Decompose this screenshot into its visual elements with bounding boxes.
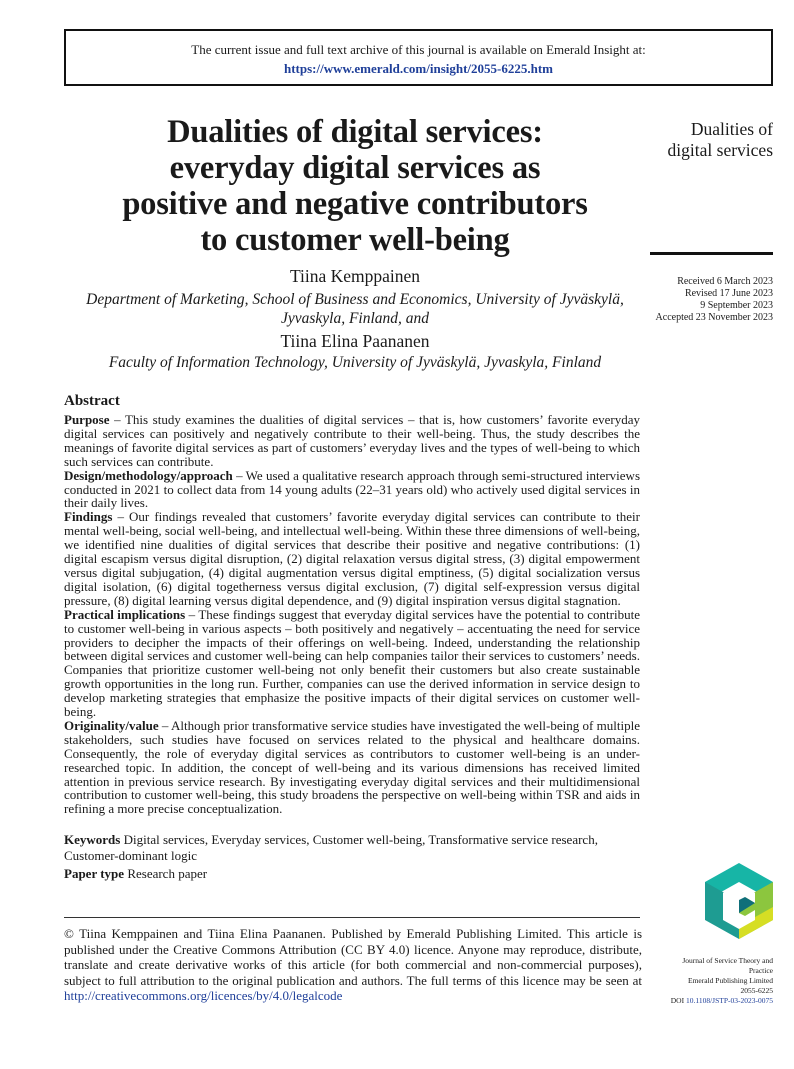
accepted-date: Accepted 23 November 2023 <box>655 312 773 323</box>
findings-label: Findings <box>64 509 113 525</box>
banner-text: The current issue and full text archive of this journal is available on Emerald Insight at: <box>191 42 646 57</box>
doi-label: DOI <box>670 996 686 1005</box>
author-1-affiliation-line-1: Department of Marketing, School of Business and Economics, University of Jyväskylä, <box>86 291 624 308</box>
running-head-rule <box>650 252 773 255</box>
author-1-affiliation-line-2: Jyvaskyla, Finland, and <box>280 310 430 327</box>
title-line-3: positive and negative contributors <box>122 186 588 222</box>
purpose-text: – This study examines the dualities of digital services – that is, how customers’ favorite everyday digital services can positively and negatively contribute to their well-being. Thus, the study describes the meanings of favorite digital services as part of customers’ everyday lives and the types of well-being to which such services can contribute. <box>64 412 640 469</box>
running-head-line-1: Dualities of <box>690 119 773 139</box>
footnote-rule <box>64 917 640 918</box>
license-text: © Tiina Kemppainen and Tiina Elina Paananen. Published by Emerald Publishing Limited. This article is published under the Creative Commons Attribution (CC BY 4.0) licence. Anyone may reproduce, distribute, translate and create derivative works of this article (for both commercial and non-commercial purposes), subject to full attribution to the original publication and authors. The full terms of this licence may be seen at <box>64 926 642 988</box>
abstract-heading: Abstract <box>64 393 120 409</box>
author-1-name: Tiina Kemppainen <box>289 266 421 286</box>
doi-link[interactable]: 10.1108/JSTP-03-2023-0075 <box>685 996 773 1005</box>
author-1-affiliation <box>50 290 660 328</box>
journal-info <box>646 956 773 1006</box>
abstract-design <box>64 469 640 511</box>
findings-text: – Our findings revealed that customers’ favorite everyday digital services can contribute to their mental well-being, social well-being, and intellectual well-being. Within these three dimensions of well-being, we identified nine dualities of digital services that describe their positive and negative contributions: (1) digital escapism versus digital disruption, (2) digital relaxation versus digital stress, (3) digital empowerment versus digital subjugation, (4) digital augmentation versus digital emptiness, (5) digital socialization versus digital isolation, (6) digital togetherness versus digital exclusion, (7) digital self-expression versus digital pressure, (8) digital learning versus digital dependence, and (9) digital inspiration versus digital stagnation. <box>64 509 640 608</box>
paper-type-text: Research paper <box>124 866 208 881</box>
license-notice <box>64 926 642 1004</box>
keywords-text: Digital services, Everyday services, Customer well-being, Transformative service research, Customer-dominant logic <box>64 832 598 863</box>
originality-text: – Although prior transformative service studies have investigated the well-being of multiple stakeholders, such studies have focused on services related to the physical and healthcare domains. Consequently, the role of everyday digital services as contributors to customer well-being is an under-researched topic. In addition, the concept of well-being and its various dimensions has received limited attention in previous service research. By investigating everyday digital services and their multidimensional contribution to customer well-being, this study broadens the perspective on well-being within TSR and aids in refining a more precise conceptualization. <box>64 717 640 817</box>
purpose-label: Purpose <box>64 412 110 427</box>
title-line-2: everyday digital services as <box>169 150 541 186</box>
keywords-label: Keywords <box>64 832 121 847</box>
revised-date-1: Revised 17 June 2023 <box>684 288 773 299</box>
paper-type <box>64 866 640 882</box>
paper-type-label: Paper type <box>64 866 125 881</box>
publisher: Emerald Publishing Limited <box>688 976 773 985</box>
abstract-purpose <box>64 413 640 469</box>
abstract-practical-implications <box>64 608 640 719</box>
keywords <box>64 832 640 864</box>
received-date: Received 6 March 2023 <box>677 276 773 287</box>
practical-implications-label: Practical implications <box>64 606 186 622</box>
journal-url-link[interactable]: https://www.emerald.com/insight/2055-6225.htm <box>283 61 554 76</box>
journal-name-line-2: Practice <box>748 966 773 975</box>
issn: 2055-6225 <box>740 986 773 995</box>
license-link[interactable]: http://creativecommons.org/licences/by/4.0/legalcode <box>64 988 343 1004</box>
running-head-line-2: digital services <box>667 140 773 160</box>
abstract-originality <box>64 719 640 816</box>
author-2-affiliation: Faculty of Information Technology, University of Jyväskylä, Jyvaskyla, Finland <box>108 354 602 371</box>
journal-availability-banner <box>64 29 773 86</box>
abstract-findings <box>64 510 640 607</box>
title-line-4: to customer well-being <box>200 222 510 258</box>
title-line-1: Dualities of digital services: <box>167 114 543 150</box>
design-label: Design/methodology/approach <box>64 467 233 483</box>
running-head <box>640 119 773 161</box>
doi-line <box>646 996 773 1006</box>
originality-label: Originality/value <box>64 717 159 733</box>
crossref-logo <box>705 863 773 939</box>
article-title <box>60 114 650 258</box>
design-text: – We used a qualitative research approach through semi-structured interviews conducted in 2021 to collect data from 14 young adults (22–31 years old) who actively used digital services in their daily lives. <box>64 467 640 511</box>
journal-name-line-1: Journal of Service Theory and <box>682 956 773 965</box>
revised-date-2: 9 September 2023 <box>700 300 773 311</box>
abstract-body <box>64 413 640 816</box>
practical-implications-text: – These findings suggest that everyday digital services have the potential to contribute to customer well-being in various aspects – both positively and negatively – accentuating the need for service providers to decipher the impacts of their offerings on well-being. Indeed, understanding the relationship between digital services and customer well-being can help companies tailor their services to customers’ needs. Companies that prioritize customer well-being not only benefit their customers but also create sustainable growth opportunities in the long run. Further, companies can use the derived information in service design to develop marketing strategies that emphasize the positive impacts of their digital services on customer well-being. <box>64 606 640 720</box>
author-2-name: Tiina Elina Paananen <box>280 331 430 351</box>
